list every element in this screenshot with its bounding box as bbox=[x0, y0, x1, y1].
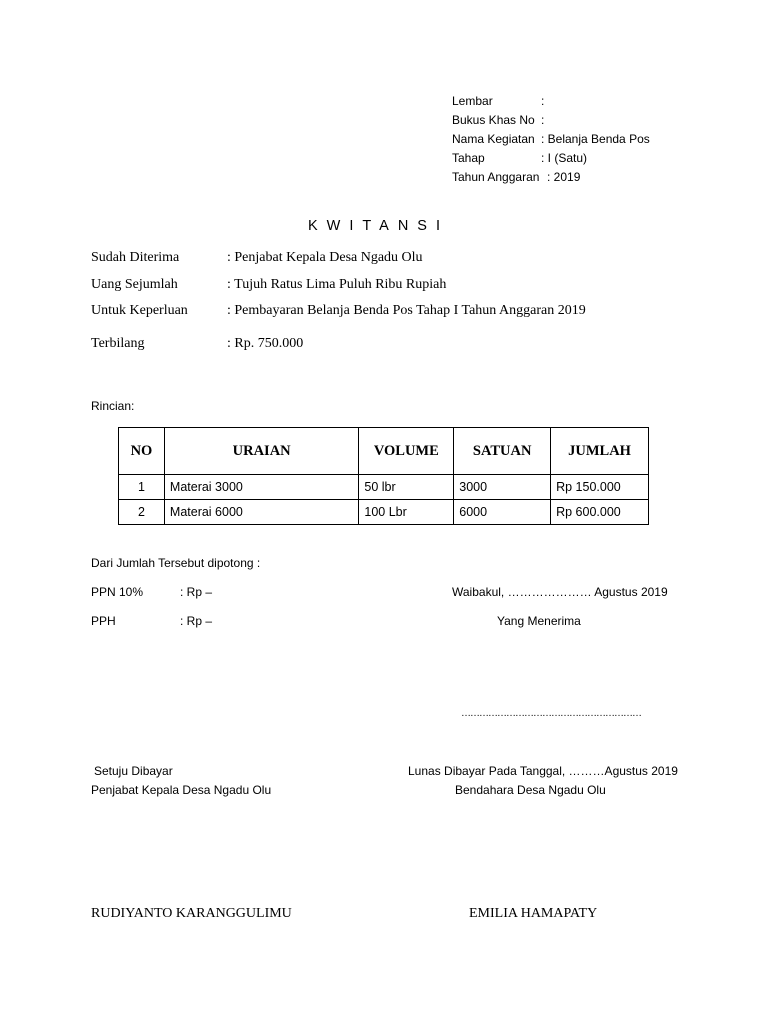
table-header-cell: URAIAN bbox=[164, 428, 358, 475]
header-label: Tahun Anggaran bbox=[452, 170, 540, 184]
table-header-row bbox=[119, 428, 649, 475]
right-signatory-name: EMILIA HAMAPATY bbox=[469, 906, 598, 921]
document-title: KWITANSI bbox=[308, 218, 450, 234]
field-value-sudah-diterima: : Penjabat Kepala Desa Ngadu Olu bbox=[227, 250, 423, 265]
field-value-untuk-keperluan: : Pembayaran Belanja Benda Pos Tahap I Tahun Anggaran 2019 bbox=[227, 303, 586, 318]
table-cell: Rp 150.000 bbox=[551, 475, 649, 500]
table-cell: 3000 bbox=[454, 475, 551, 500]
header-label: Tahap bbox=[452, 151, 485, 165]
right-sign-line1: Lunas Dibayar Pada Tanggal, ………Agustus 2019 bbox=[408, 764, 678, 778]
table-cell: Materai 3000 bbox=[164, 475, 358, 500]
receiver-label: Yang Menerima bbox=[497, 614, 581, 628]
header-label: Nama Kegiatan bbox=[452, 132, 535, 146]
header-value: : I (Satu) bbox=[541, 151, 588, 165]
deduction-value-pph: : Rp – bbox=[180, 614, 213, 628]
field-value-terbilang: : Rp. 750.000 bbox=[227, 336, 304, 351]
deduction-label-ppn: PPN 10% bbox=[91, 585, 144, 599]
table-cell: 2 bbox=[119, 500, 165, 525]
header-label: Bukus Khas No bbox=[452, 113, 535, 127]
rincian-table bbox=[118, 427, 649, 525]
receiver-signature-line: …………………………………………………… bbox=[461, 708, 641, 719]
table-cell: 50 lbr bbox=[359, 475, 454, 500]
table-cell: 100 Lbr bbox=[359, 500, 454, 525]
deduction-value-ppn: : Rp – bbox=[180, 585, 213, 599]
deduction-label-pph: PPH bbox=[91, 614, 116, 628]
header-label: Lembar bbox=[452, 94, 493, 108]
table-cell: 6000 bbox=[454, 500, 551, 525]
left-sign-line2: Penjabat Kepala Desa Ngadu Olu bbox=[91, 783, 272, 797]
header-block bbox=[452, 92, 692, 192]
field-label-uang-sejumlah: Uang Sejumlah bbox=[91, 277, 178, 292]
left-signatory-name: RUDIYANTO KARANGGULIMU bbox=[91, 906, 292, 921]
right-sign-line2: Bendahara Desa Ngadu Olu bbox=[455, 783, 606, 797]
header-value: : 2019 bbox=[547, 170, 581, 184]
table-cell: Rp 600.000 bbox=[551, 500, 649, 525]
deductions-heading: Dari Jumlah Tersebut dipotong : bbox=[91, 556, 261, 570]
rincian-label: Rincian: bbox=[91, 399, 135, 413]
table-header-cell: SATUAN bbox=[454, 428, 551, 475]
table-header-cell: VOLUME bbox=[359, 428, 454, 475]
field-label-terbilang: Terbilang bbox=[91, 336, 145, 351]
field-label-untuk-keperluan: Untuk Keperluan bbox=[91, 303, 188, 318]
header-value: : Belanja Benda Pos bbox=[541, 132, 650, 146]
table-header-cell: NO bbox=[119, 428, 165, 475]
header-value: : bbox=[541, 94, 545, 108]
field-label-sudah-diterima: Sudah Diterima bbox=[91, 250, 180, 265]
field-value-uang-sejumlah: : Tujuh Ratus Lima Puluh Ribu Rupiah bbox=[227, 277, 447, 292]
table-row bbox=[119, 475, 649, 500]
table-cell: Materai 6000 bbox=[164, 500, 358, 525]
left-sign-line1: Setuju Dibayar bbox=[94, 764, 173, 778]
table-cell: 1 bbox=[119, 475, 165, 500]
table-row bbox=[119, 500, 649, 525]
header-value: : bbox=[541, 113, 545, 127]
place-date: Waibakul, ………………… Agustus 2019 bbox=[452, 585, 668, 599]
table-header-cell: JUMLAH bbox=[551, 428, 649, 475]
